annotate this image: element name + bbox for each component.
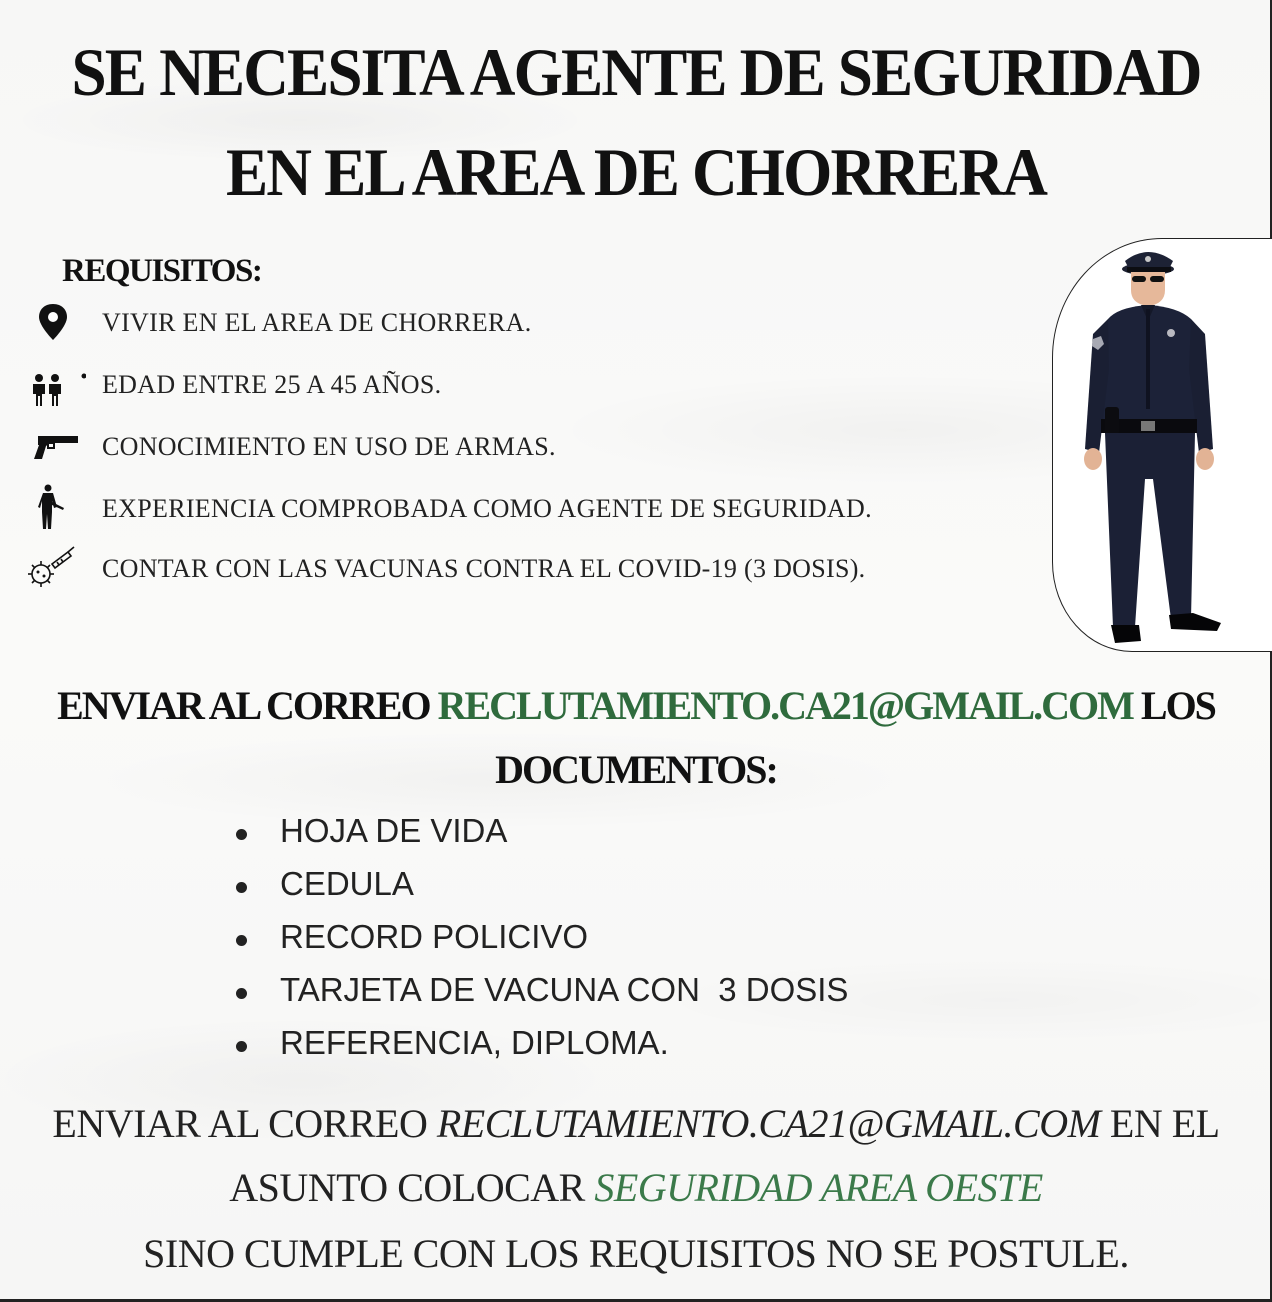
- list-item: [232, 1024, 848, 1077]
- footer-line-1: [0, 1100, 1272, 1147]
- recruitment-email-link[interactable]: RECLUTAMIENTO.CA21@GMAIL.COM: [437, 683, 1133, 728]
- document-label: HOJA DE VIDA: [280, 812, 508, 849]
- document-label: RECORD POLICIVO: [280, 918, 589, 955]
- requirement-text: VIVIR EN EL AREA DE CHORRERA.: [102, 308, 532, 337]
- requirements-heading: REQUISITOS:: [62, 253, 262, 289]
- send-instructions-line-1: [0, 682, 1272, 729]
- footer-prefix: ENVIAR AL CORREO: [52, 1101, 428, 1146]
- bullet-icon: [236, 988, 247, 999]
- requirement-text: CONOCIMIENTO EN USO DE ARMAS.: [102, 432, 556, 461]
- poster-title-line-2: EN EL AREA DE CHORRERA: [225, 134, 1047, 210]
- bullet-icon: [236, 935, 247, 946]
- security-officer-image: [1053, 239, 1272, 651]
- footer-email-link[interactable]: RECLUTAMIENTO.CA21@GMAIL.COM: [436, 1101, 1101, 1146]
- footer-line-2: [0, 1164, 1272, 1211]
- document-label: REFERENCIA, DIPLOMA.: [280, 1024, 669, 1061]
- list-item: [232, 971, 848, 1024]
- requirement-text: EXPERIENCIA COMPROBADA COMO AGENTE DE SEGURIDAD.: [102, 494, 872, 523]
- pistol-icon: [22, 422, 86, 472]
- subject-text: SEGURIDAD AREA OESTE: [594, 1165, 1043, 1210]
- vaccine-virus-icon: [22, 544, 86, 594]
- document-label: CEDULA: [280, 865, 414, 902]
- document-label: TARJETA DE VACUNA CON 3 DOSIS: [280, 971, 849, 1008]
- send-instructions-line-2: DOCUMENTOS:: [495, 747, 777, 792]
- requirement-text: EDAD ENTRE 25 A 45 AÑOS.: [102, 370, 442, 399]
- footer-warning: SINO CUMPLE CON LOS REQUISITOS NO SE POSTULE.: [143, 1231, 1129, 1276]
- requirement-text: CONTAR CON LAS VACUNAS CONTRA EL COVID-19 (3 DOSIS).: [102, 554, 866, 583]
- documents-list: [232, 812, 848, 1077]
- bullet-icon: [236, 882, 247, 893]
- bullet-icon: [236, 829, 247, 840]
- bullet-icon: [236, 1041, 247, 1052]
- guard-icon: [22, 484, 86, 534]
- location-pin-icon: [22, 298, 86, 348]
- send-suffix: LOS: [1140, 683, 1215, 728]
- list-item: [232, 865, 848, 918]
- list-item: [232, 812, 848, 865]
- footer-suffix: EN EL: [1109, 1101, 1220, 1146]
- subject-prefix: ASUNTO COLOCAR: [229, 1165, 585, 1210]
- send-prefix: ENVIAR AL CORREO: [57, 683, 430, 728]
- officer-photo: [1052, 238, 1272, 652]
- list-item: [232, 918, 848, 971]
- people-icon: [22, 360, 86, 410]
- poster-title-line-1: SE NECESITA AGENTE DE SEGURIDAD: [71, 34, 1201, 110]
